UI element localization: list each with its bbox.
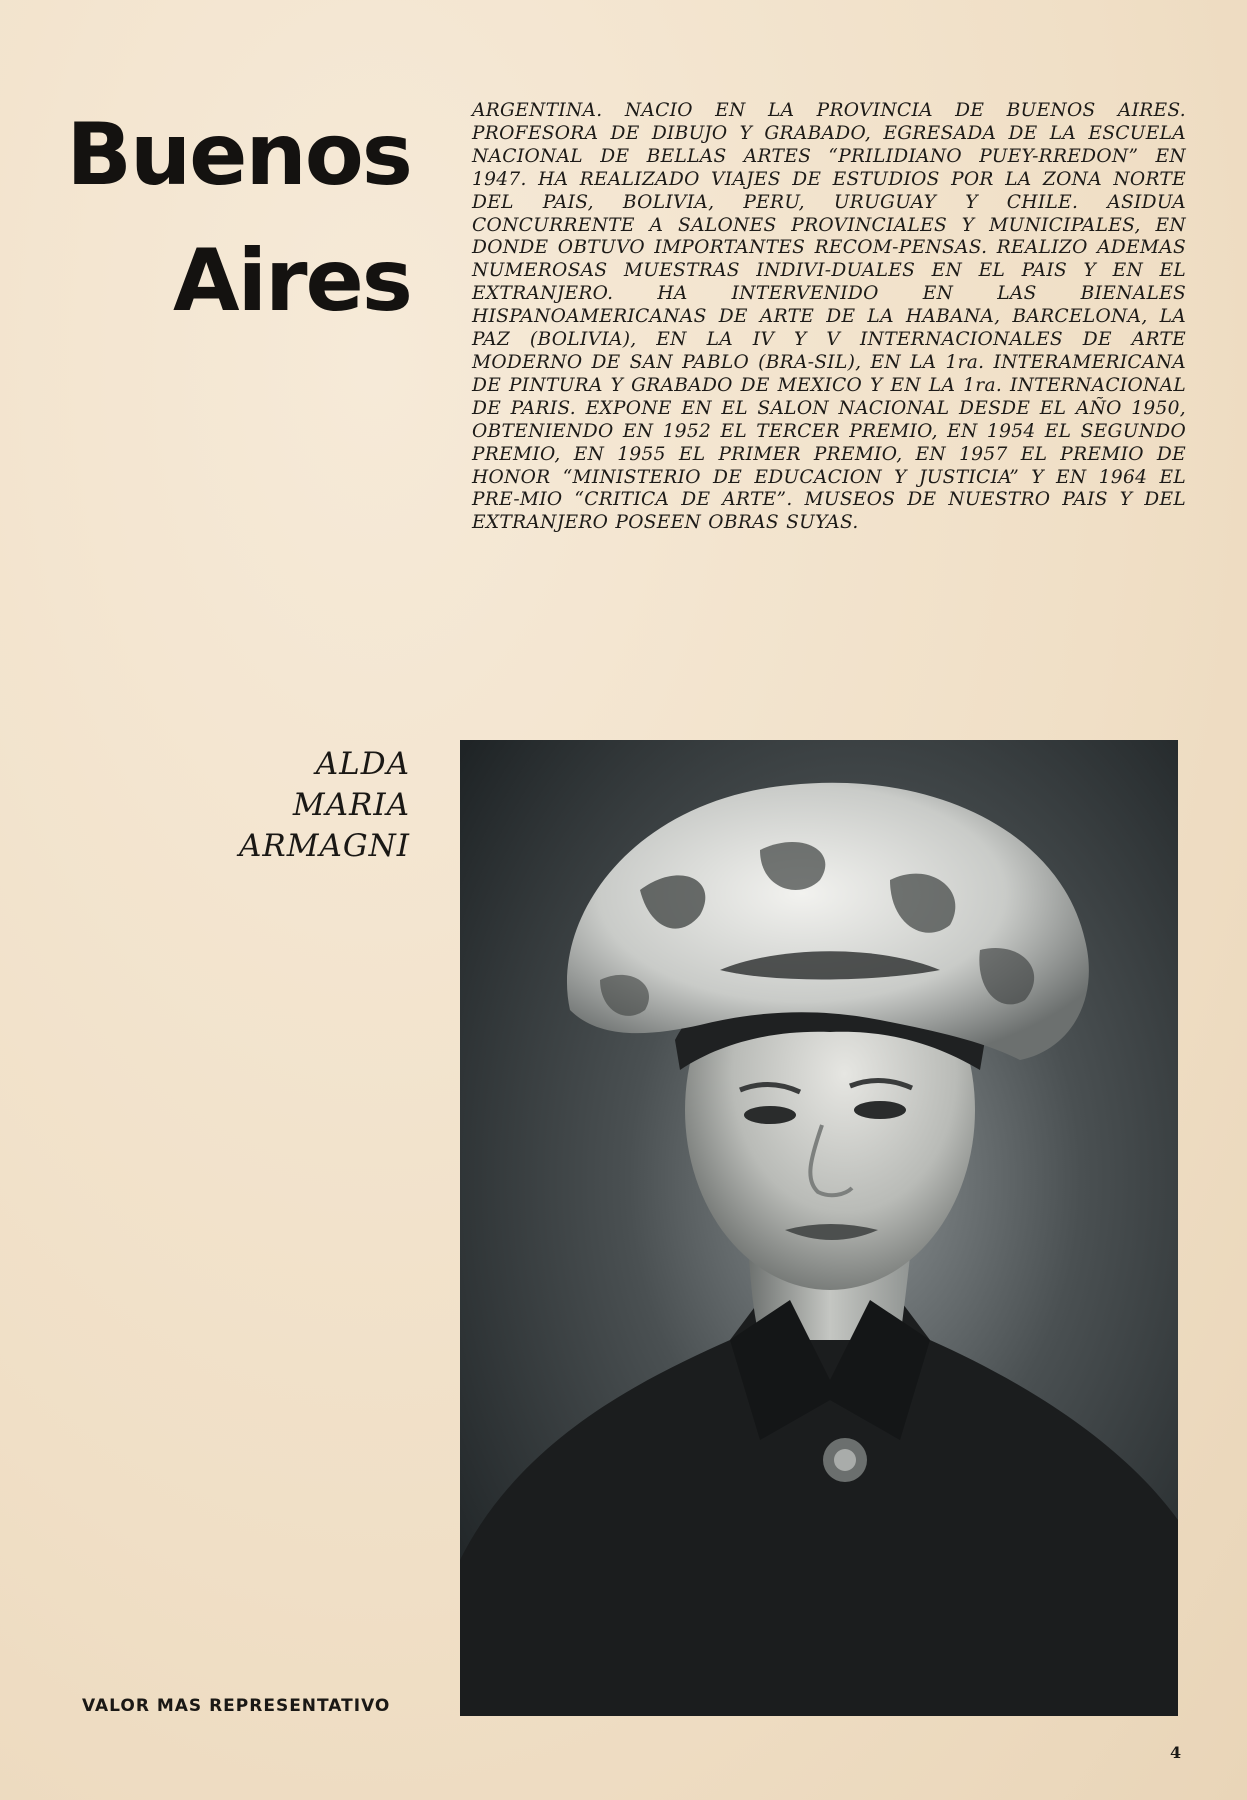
artist-name bbox=[239, 744, 410, 867]
region-title-line-1: Buenos bbox=[66, 105, 411, 205]
region-title bbox=[66, 92, 411, 344]
artist-biography: ARGENTINA. NACIO EN LA PROVINCIA DE BUENOS AIRES. PROFESORA DE DIBUJO Y GRABADO, EGRESADA DE LA ESCUELA NACIONAL DE BELLAS ARTES “PRILIDIANO PUEY-RREDON” EN 1947. HA REALIZADO VIAJES DE ESTUDIOS POR LA ZONA NORTE DEL PAIS, BOLIVIA, PERU, URUGUAY Y CHILE. ASIDUA CONCURRENTE A SALONES PROVINCIALES Y MUNICIPALES, EN DONDE OBTUVO IMPORTANTES RECOM-PENSAS. REALIZO ADEMAS NUMEROSAS MUESTRAS INDIVI-DUALES EN EL PAIS Y EN EL EXTRANJERO. HA INTERVENIDO EN LAS BIENALES HISPANOAMERICANAS DE ARTE DE LA HABANA, BARCELONA, LA PAZ (BOLIVIA), EN LA IV Y V INTERNACIONALES DE ARTE MODERNO DE SAN PABLO (BRA-SIL), EN LA 1ra. INTERAMERICANA DE PINTURA Y GRABADO DE MEXICO Y EN LA 1ra. INTERNACIONAL DE PARIS. EXPONE EN EL SALON NACIONAL DESDE EL AÑO 1950, OBTENIENDO EN 1952 EL TERCER PREMIO, EN 1954 EL SEGUNDO PREMIO, EN 1955 EL PRIMER PREMIO, EN 1957 EL PREMIO DE HONOR “MINISTERIO DE EDUCACION Y JUSTICIA” Y EN 1964 EL PRE-MIO “CRITICA DE ARTE”. MUSEOS DE NUESTRO PAIS Y DEL EXTRANJERO POSEEN OBRAS SUYAS. bbox=[472, 100, 1186, 534]
page-number: 4 bbox=[1170, 1743, 1182, 1762]
artist-name-line-3: ARMAGNI bbox=[239, 828, 410, 864]
region-title-line-2: Aires bbox=[173, 231, 411, 331]
artist-name-line-2: MARIA bbox=[292, 787, 410, 823]
photo-caption: VALOR MAS REPRESENTATIVO bbox=[82, 1696, 391, 1716]
artist-portrait-photo bbox=[460, 740, 1178, 1716]
portrait-illustration bbox=[460, 740, 1178, 1716]
left-eye bbox=[744, 1106, 796, 1124]
right-eye bbox=[854, 1101, 906, 1119]
artist-name-line-1: ALDA bbox=[315, 746, 410, 782]
